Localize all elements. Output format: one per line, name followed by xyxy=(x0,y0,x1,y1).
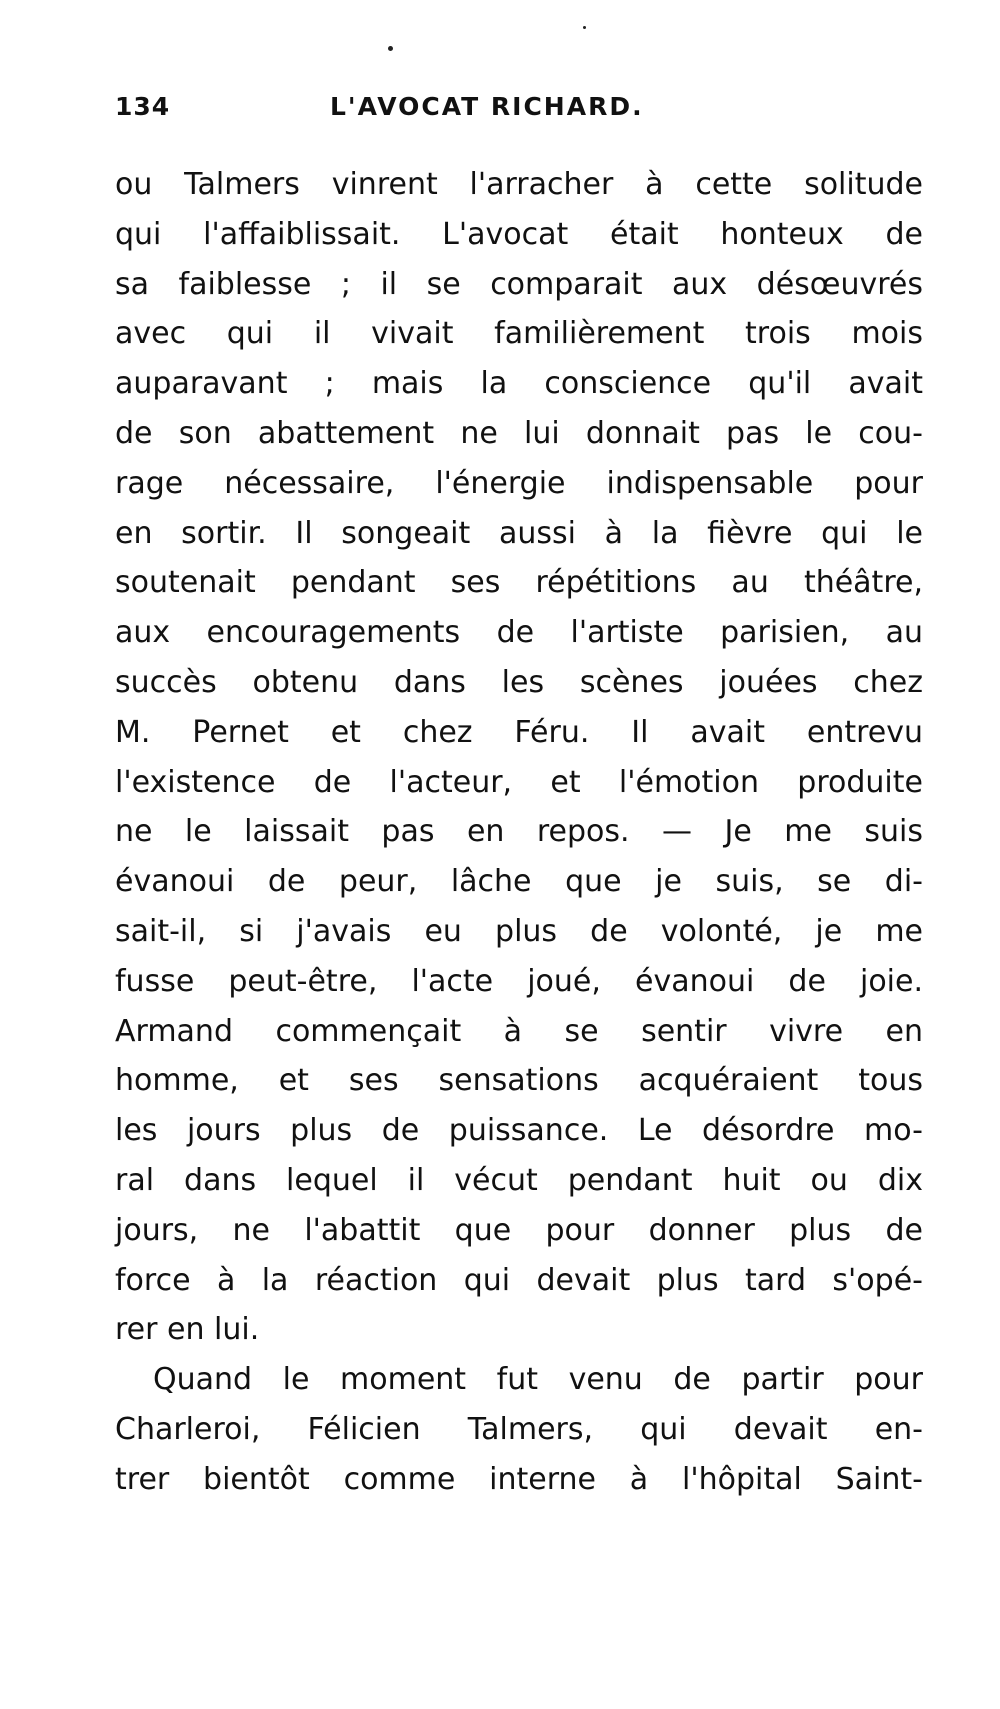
text-line: soutenait pendant ses répétitions au théâtre, xyxy=(115,565,923,601)
ink-speck xyxy=(388,46,393,51)
body-text xyxy=(115,160,923,1505)
text-line: Quand le moment fut venu de partir pour xyxy=(153,1362,923,1398)
text-line: rer en lui. xyxy=(115,1312,260,1348)
text-line: auparavant ; mais la conscience qu'il avait xyxy=(115,366,923,402)
text-line: les jours plus de puissance. Le désordre mo- xyxy=(115,1113,923,1149)
text-line: rage nécessaire, l'énergie indispensable pour xyxy=(115,465,923,501)
text-line: force à la réaction qui devait plus tard s'opé- xyxy=(115,1262,923,1298)
text-line: ou Talmers vinrent l'arracher à cette solitude xyxy=(115,167,923,202)
text-line: Charleroi, Félicien Talmers, qui devait en- xyxy=(115,1411,923,1447)
text-line: fusse peut-être, l'acte joué, évanoui de joie. xyxy=(115,963,923,999)
paragraph xyxy=(115,160,923,1355)
ink-speck xyxy=(583,26,586,29)
running-title: L'AVOCAT RICHARD. xyxy=(330,92,644,121)
text-line: jours, ne l'abattit que pour donner plus de xyxy=(115,1212,923,1248)
text-line: en sortir. Il songeait aussi à la fièvre qui le xyxy=(115,515,923,551)
text-line: ne le laissait pas en repos. — Je me suis xyxy=(115,814,923,850)
text-line: qui l'affaiblissait. L'avocat était honteux de xyxy=(115,216,923,252)
text-line: M. Pernet et chez Féru. Il avait entrevu xyxy=(115,714,923,750)
text-line: évanoui de peur, lâche que je suis, se di- xyxy=(115,864,923,900)
text-line: l'existence de l'acteur, et l'émotion produite xyxy=(115,764,923,800)
text-line: Armand commençait à se sentir vivre en xyxy=(115,1013,923,1049)
text-line: homme, et ses sensations acquéraient tous xyxy=(115,1063,923,1099)
text-line: ral dans lequel il vécut pendant huit ou dix xyxy=(115,1162,923,1198)
text-line: trer bientôt comme interne à l'hôpital Saint- xyxy=(115,1461,923,1497)
paragraph xyxy=(115,1355,923,1504)
text-line: avec qui il vivait familièrement trois mois xyxy=(115,316,923,352)
text-line: sait-il, si j'avais eu plus de volonté, je me xyxy=(115,913,923,949)
text-line: succès obtenu dans les scènes jouées chez xyxy=(115,664,923,700)
page-number: 134 xyxy=(115,92,171,121)
page-header xyxy=(115,82,830,132)
text-line: aux encouragements de l'artiste parisien, au xyxy=(115,615,923,651)
text-line: sa faiblesse ; il se comparait aux désœuvrés xyxy=(115,266,923,302)
text-line: de son abattement ne lui donnait pas le cou- xyxy=(115,415,923,451)
